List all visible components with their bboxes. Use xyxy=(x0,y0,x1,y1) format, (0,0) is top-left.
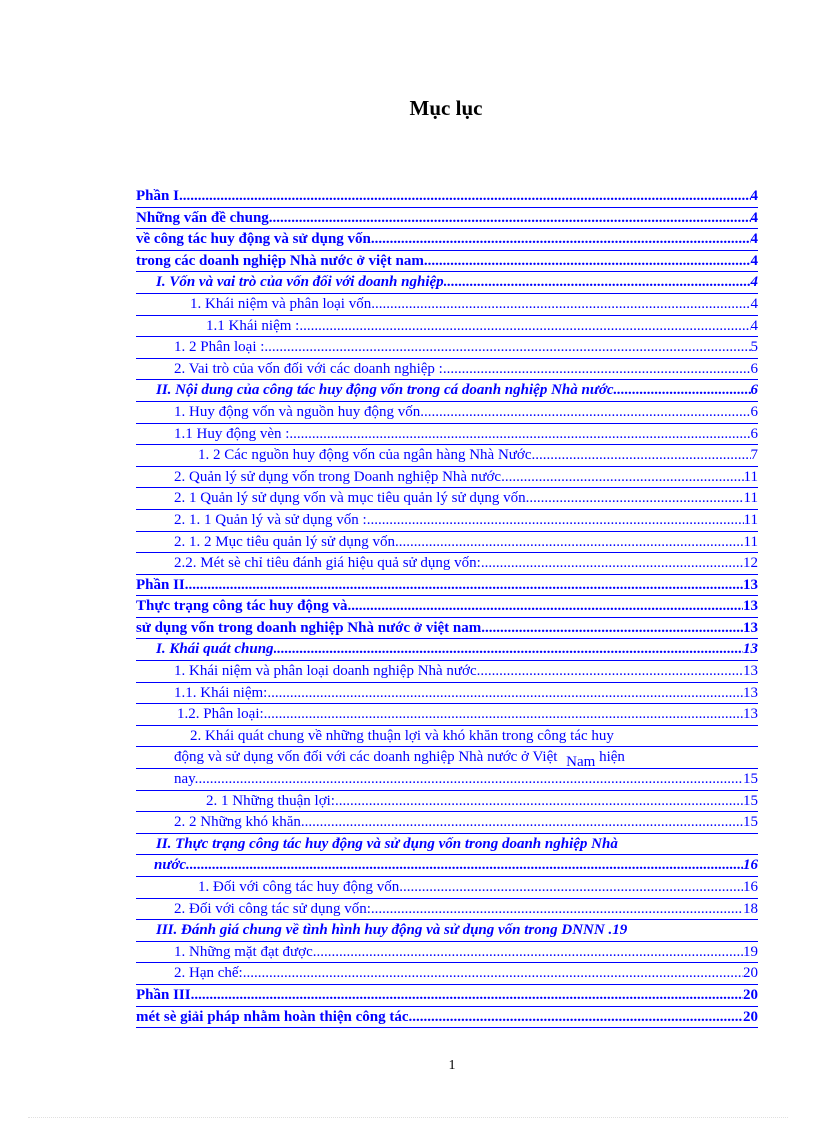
toc-entry-page: 7 xyxy=(750,447,758,464)
toc-entry-text: 1. Khái niệm và phân loại vốn. xyxy=(190,295,375,312)
toc-entry-page: 15 xyxy=(743,814,758,831)
toc-entry-text: 1.1 Khái niệm : xyxy=(206,317,300,334)
toc-entry-page: 16 xyxy=(743,857,758,874)
toc-entry-wrapped-line[interactable] xyxy=(136,747,758,769)
toc-entry-text: II. Nội dung của công tác huy động vốn trong cá doanh nghiệp Nhà nước. xyxy=(156,382,618,399)
toc-entry-wrapped-line[interactable] xyxy=(136,834,758,856)
toc-entry[interactable] xyxy=(136,488,758,510)
toc-entry-text: nay. xyxy=(174,771,199,788)
toc-entry-page: 6 xyxy=(750,403,758,420)
toc-entry[interactable] xyxy=(136,791,758,813)
toc-entry-page: 11 xyxy=(743,511,758,528)
toc-entry-page: 20 xyxy=(743,1008,758,1025)
toc-entry[interactable] xyxy=(136,812,758,834)
toc-entry[interactable] xyxy=(136,208,758,230)
toc-entry[interactable] xyxy=(136,618,758,640)
toc-entry-page: 12 xyxy=(743,555,758,572)
toc-entry-page: 13 xyxy=(743,641,758,658)
toc-entry[interactable] xyxy=(136,294,758,316)
toc-entry-page: 4 xyxy=(750,209,758,226)
toc-entry[interactable] xyxy=(136,899,758,921)
toc-entry-page: 20 xyxy=(743,965,758,982)
toc-entry-page: 5 xyxy=(750,339,758,356)
toc-entry[interactable] xyxy=(136,337,758,359)
toc-entry-text: 2. 2 Những khó khăn xyxy=(174,814,301,831)
toc-entry[interactable] xyxy=(136,855,758,877)
toc-entry[interactable] xyxy=(136,359,758,381)
toc-entry-page: 6 xyxy=(750,360,758,377)
toc-entry-page: 4 xyxy=(750,252,758,269)
toc-entry-text: II. Thực trạng công tác huy động và sử dụng vốn trong doanh nghiệp Nhà xyxy=(156,835,618,852)
toc-entry-text: 1. Những mặt đạt được xyxy=(174,943,313,960)
toc-entry-text: I. Vốn và vai trò của vốn đối với doanh nghiệp xyxy=(156,274,444,291)
toc-entry[interactable] xyxy=(136,661,758,683)
toc-entry-text: mét sè giải pháp nhằm hoàn thiện công tác xyxy=(136,1008,409,1025)
toc-entry-page: 13 xyxy=(743,619,758,636)
toc-entry-text: 2. Đối với công tác sử dụng vốn: xyxy=(174,900,371,917)
toc-entry-wrapped-line[interactable] xyxy=(136,726,758,748)
toc-entry[interactable] xyxy=(136,402,758,424)
toc-entry-text: nước. xyxy=(154,857,190,874)
toc-entry-page: 4 xyxy=(750,188,758,204)
page-number: 1 xyxy=(448,1058,456,1073)
toc-entry[interactable] xyxy=(136,963,758,985)
toc-entry-text: Phần II xyxy=(136,576,185,593)
toc-entry[interactable] xyxy=(136,186,758,208)
toc-entry-text: 2. Quản lý sử dụng vốn trong Doanh nghiệp Nhà nước. xyxy=(174,468,505,485)
toc-entry[interactable] xyxy=(136,553,758,575)
toc-entry[interactable] xyxy=(136,596,758,618)
toc-entry[interactable] xyxy=(136,380,758,402)
toc-entry-text: 1. Đối với công tác huy động vốn xyxy=(198,879,400,895)
toc-entry-text: 1.2. Phân loại: xyxy=(177,706,264,723)
toc-entry-page: 19 xyxy=(612,922,628,939)
toc-entry[interactable] xyxy=(136,272,758,294)
toc-entry-text: 1. 2 Phân loại : xyxy=(174,339,265,356)
toc-entry-text: Những vấn đề chung xyxy=(136,209,269,226)
table-of-contents xyxy=(136,186,758,1028)
toc-entry-text: 1.1. Khái niệm: xyxy=(174,684,268,701)
toc-entry-text: Thực trạng công tác huy động và xyxy=(136,598,348,615)
toc-entry[interactable] xyxy=(136,1007,758,1029)
toc-entry-page: 18 xyxy=(743,900,758,917)
toc-entry-text: 2.2. Mét sè chỉ tiêu đánh giá hiệu quả sử dụng vốn: xyxy=(174,555,481,572)
toc-entry-text: trong các doanh nghiệp Nhà nước ở việt nam xyxy=(136,252,424,269)
toc-entry-text: Phần III. xyxy=(136,986,195,1003)
toc-entry-text: III. Đánh giá chung về tình hình huy động và sử dụng vốn trong DNNN . xyxy=(156,922,613,939)
toc-entry-page: 15 xyxy=(743,771,758,788)
toc-entry[interactable] xyxy=(136,877,758,899)
toc-entry[interactable] xyxy=(136,942,758,964)
toc-entry[interactable] xyxy=(136,769,758,791)
toc-entry-text: Phần I xyxy=(136,188,179,204)
toc-entry-text: 2. 1. 1 Quản lý và sử dụng vốn : xyxy=(174,511,367,528)
toc-entry-text: sử dụng vốn trong doanh nghiệp Nhà nước ở việt nam xyxy=(136,619,482,636)
toc-entry[interactable] xyxy=(136,316,758,338)
toc-entry-page: 6 xyxy=(750,425,758,442)
toc-entry[interactable] xyxy=(136,510,758,532)
toc-entry[interactable] xyxy=(136,704,758,726)
toc-entry-page: 13 xyxy=(743,576,758,593)
page-title: Mục lục xyxy=(409,96,483,120)
toc-entry[interactable] xyxy=(136,251,758,273)
toc-entry[interactable] xyxy=(136,424,758,446)
toc-entry-text: 1. Khái niệm và phân loại doanh nghiệp Nhà nước xyxy=(174,663,477,680)
toc-entry[interactable] xyxy=(136,532,758,554)
toc-entry-text: 2. 1 Quản lý sử dụng vốn và mục tiêu quản lý sử dụng vốn. xyxy=(174,490,530,507)
toc-entry[interactable] xyxy=(136,467,758,489)
toc-entry-page: 11 xyxy=(743,490,758,507)
toc-entry-page: 13 xyxy=(743,706,758,723)
toc-entry-text: Nam xyxy=(566,754,596,771)
toc-entry-text: 1. 2 Các nguồn huy động vốn của ngân hàng Nhà Nước xyxy=(198,447,532,464)
toc-entry-text: 2. 1. 2 Mục tiêu quản lý sử dụng vốn xyxy=(174,533,396,550)
toc-entry-page: 4 xyxy=(750,317,758,334)
toc-entry-text: 1.1 Huy động vèn : xyxy=(174,425,290,442)
toc-entry[interactable] xyxy=(136,920,758,942)
toc-entry-page: 13 xyxy=(743,663,758,680)
toc-entry-page: 4 xyxy=(750,231,758,248)
toc-entry-page: 15 xyxy=(743,792,758,809)
toc-entry-text: 2. 1 Những thuận lợi: xyxy=(206,792,335,809)
toc-entry[interactable] xyxy=(136,445,758,467)
toc-entry-page: 11 xyxy=(743,533,758,550)
toc-entry-page: 16 xyxy=(743,879,758,895)
toc-entry[interactable] xyxy=(136,639,758,661)
toc-entry-text: 1. Huy động vốn và nguồn huy động vốn. xyxy=(174,403,424,420)
toc-entry-text: hiện xyxy=(599,749,625,766)
toc-entry-page: 13 xyxy=(743,598,758,615)
page-boundary-divider xyxy=(28,1117,788,1118)
toc-entry-page: 11 xyxy=(743,468,758,485)
toc-entry[interactable] xyxy=(136,683,758,705)
toc-entry-page: 4 xyxy=(750,274,758,291)
toc-entry-text: về công tác huy động và sử dụng vốn xyxy=(136,231,371,248)
toc-entry-page: 13 xyxy=(743,684,758,701)
toc-entry[interactable] xyxy=(136,575,758,597)
toc-entry-page: 4 xyxy=(750,295,758,312)
toc-entry-text: 2. Vai trò của vốn đối với các doanh nghiệp : xyxy=(174,360,443,377)
toc-entry-page: 19 xyxy=(743,943,758,960)
toc-entry-text: động và sử dụng vốn đối với các doanh nghiệp Nhà nước ở Việt xyxy=(174,749,558,766)
toc-entry-text: 2. Khái quát chung về những thuận lợi và khó khăn trong công tác huy xyxy=(190,727,614,744)
toc-entry-text: 2. Hạn chế: xyxy=(174,965,243,982)
toc-entry[interactable] xyxy=(136,985,758,1007)
toc-entry-page: 20 xyxy=(743,986,758,1003)
toc-entry-text: I. Khái quát chung xyxy=(156,641,274,658)
toc-entry[interactable] xyxy=(136,229,758,251)
toc-entry-page: 6 xyxy=(750,382,758,399)
